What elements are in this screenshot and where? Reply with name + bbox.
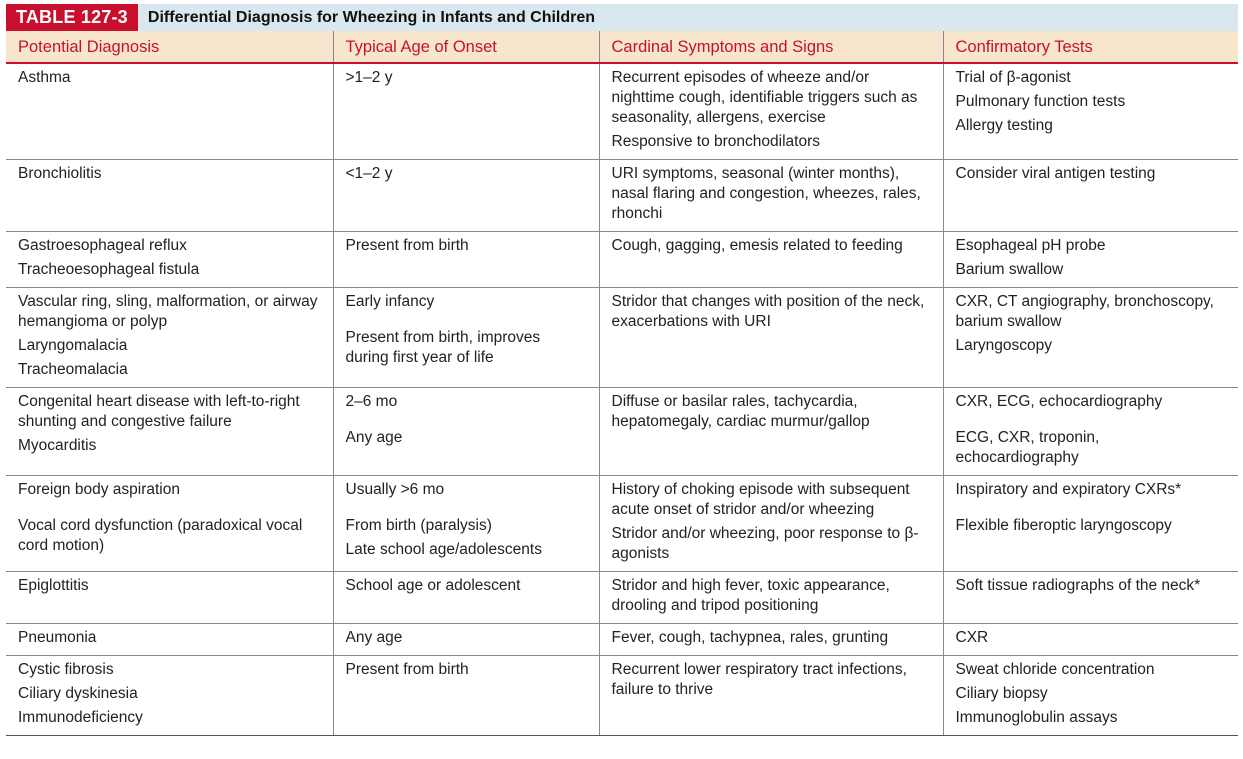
cell-text: CXR, CT angiography, bronchoscopy, barium swallow [955,293,1214,330]
spacer [346,316,587,328]
cell-text: Epiglottitis [18,577,89,594]
table-row [6,572,1238,624]
age-cell [333,388,599,476]
cell-text: Vascular ring, sling, malformation, or airway hemangioma or polyp [18,293,318,330]
diagnosis-cell [6,476,333,572]
tests-cell [943,572,1238,624]
cell-text: Laryngoscopy [955,337,1053,354]
cell-text: Ciliary biopsy [955,685,1048,702]
header-symptoms-signs: Cardinal Symptoms and Signs [599,31,943,63]
cell-text: Immunodeficiency [18,709,143,726]
cell-text: Present from birth, improves during first year of life [345,329,541,366]
cell-text: Flexible fiberoptic laryngoscopy [955,517,1172,534]
table-number-label: TABLE 127-3 [6,4,138,31]
diagnosis-cell [6,160,333,232]
tests-cell [943,63,1238,160]
cell-text: School age or adolescent [345,577,521,594]
age-cell [333,656,599,736]
symptoms-cell [599,476,943,572]
cell-text: CXR [955,629,989,646]
cell-text: Cough, gagging, emesis related to feeding [611,237,903,254]
spacer [956,504,1227,516]
table-container [6,4,1238,736]
spacer [346,416,587,428]
cell-text: >1–2 y [345,69,393,86]
symptoms-cell [599,288,943,388]
symptoms-cell [599,572,943,624]
cell-text: Late school age/adolescents [345,541,542,558]
tests-cell [943,388,1238,476]
age-cell [333,63,599,160]
age-cell [333,160,599,232]
cell-text: Inspiratory and expiratory CXRs* [955,481,1182,498]
cell-text: From birth (paralysis) [345,517,492,534]
cell-text: Soft tissue radiographs of the neck* [955,577,1201,594]
cell-text: Any age [345,429,403,446]
tests-cell [943,160,1238,232]
differential-diagnosis-table [6,31,1238,736]
table-row [6,232,1238,288]
table-title: Differential Diagnosis for Wheezing in Infants and Children [147,8,596,26]
symptoms-cell [599,388,943,476]
cell-text: CXR, ECG, echocardiography [955,393,1163,410]
cell-text: Present from birth [345,661,469,678]
cell-text: Cystic fibrosis [18,661,114,678]
cell-text: Gastroesophageal reflux [18,237,187,254]
cell-text: Usually >6 mo [345,481,445,498]
cell-text: 2–6 mo [345,393,398,410]
cell-text: Barium swallow [955,261,1064,278]
cell-text: Vocal cord dysfunction (paradoxical vocal cord motion) [18,517,303,554]
tests-cell [943,288,1238,388]
table-title-bar [6,4,1238,31]
spacer [346,504,587,516]
table-row [6,656,1238,736]
spacer [18,504,321,516]
spacer [956,416,1227,428]
diagnosis-cell [6,572,333,624]
cell-text: Fever, cough, tachypnea, rales, grunting [611,629,889,646]
header-age-of-onset: Typical Age of Onset [333,31,599,63]
header-potential-diagnosis: Potential Diagnosis [6,31,333,63]
symptoms-cell [599,656,943,736]
cell-text: Esophageal pH probe [955,237,1106,254]
tests-cell [943,656,1238,736]
cell-text: Ciliary dyskinesia [18,685,138,702]
cell-text: Foreign body aspiration [18,481,180,498]
tests-cell [943,624,1238,656]
age-cell [333,572,599,624]
cell-text: Early infancy [345,293,435,310]
cell-text: <1–2 y [345,165,393,182]
cell-text: Laryngomalacia [18,337,128,354]
cell-text: Trial of β-agonist [955,69,1071,86]
table-row [6,63,1238,160]
table-row [6,476,1238,572]
diagnosis-cell [6,656,333,736]
cell-text: Asthma [18,69,71,86]
symptoms-cell [599,232,943,288]
cell-text: Myocarditis [18,437,97,454]
cell-text: Sweat chloride concentration [955,661,1155,678]
diagnosis-cell [6,624,333,656]
cell-text: Immunoglobulin assays [955,709,1118,726]
table-row [6,288,1238,388]
header-row [6,31,1238,63]
diagnosis-cell [6,63,333,160]
cell-text: ECG, CXR, troponin, echocardiography [955,429,1100,466]
cell-text: Bronchiolitis [18,165,102,182]
cell-text: Consider viral antigen testing [955,165,1156,182]
cell-text: Recurrent episodes of wheeze and/or nighttime cough, identifiable triggers such as seasonality, allergens, exercise [611,69,918,126]
cell-text: Pulmonary function tests [955,93,1126,110]
cell-text: Tracheoesophageal fistula [18,261,200,278]
diagnosis-cell [6,388,333,476]
tests-cell [943,232,1238,288]
table-row [6,624,1238,656]
cell-text: Diffuse or basilar rales, tachycardia, hepatomegaly, cardiac murmur/gallop [611,393,870,430]
cell-text: Responsive to bronchodilators [611,133,821,150]
diagnosis-cell [6,232,333,288]
diagnosis-cell [6,288,333,388]
symptoms-cell [599,160,943,232]
cell-text: Stridor and/or wheezing, poor response to β-agonists [611,525,919,562]
symptoms-cell [599,624,943,656]
age-cell [333,288,599,388]
header-confirmatory-tests: Confirmatory Tests [943,31,1238,63]
cell-text: Pneumonia [18,629,97,646]
cell-text: History of choking episode with subsequent acute onset of stridor and/or wheezing [611,481,910,518]
cell-text: Stridor that changes with position of the neck, exacerbations with URI [611,293,925,330]
table-row [6,388,1238,476]
cell-text: Present from birth [345,237,469,254]
cell-text: Recurrent lower respiratory tract infections, failure to thrive [611,661,907,698]
cell-text: Any age [345,629,403,646]
cell-text: Stridor and high fever, toxic appearance, drooling and tripod positioning [611,577,890,614]
symptoms-cell [599,63,943,160]
cell-text: URI symptoms, seasonal (winter months), nasal flaring and congestion, wheezes, rales, rhonchi [611,165,921,222]
cell-text: Congenital heart disease with left-to-right shunting and congestive failure [18,393,300,430]
age-cell [333,476,599,572]
tests-cell [943,476,1238,572]
cell-text: Allergy testing [955,117,1053,134]
age-cell [333,232,599,288]
age-cell [333,624,599,656]
cell-text: Tracheomalacia [18,361,128,378]
table-row [6,160,1238,232]
